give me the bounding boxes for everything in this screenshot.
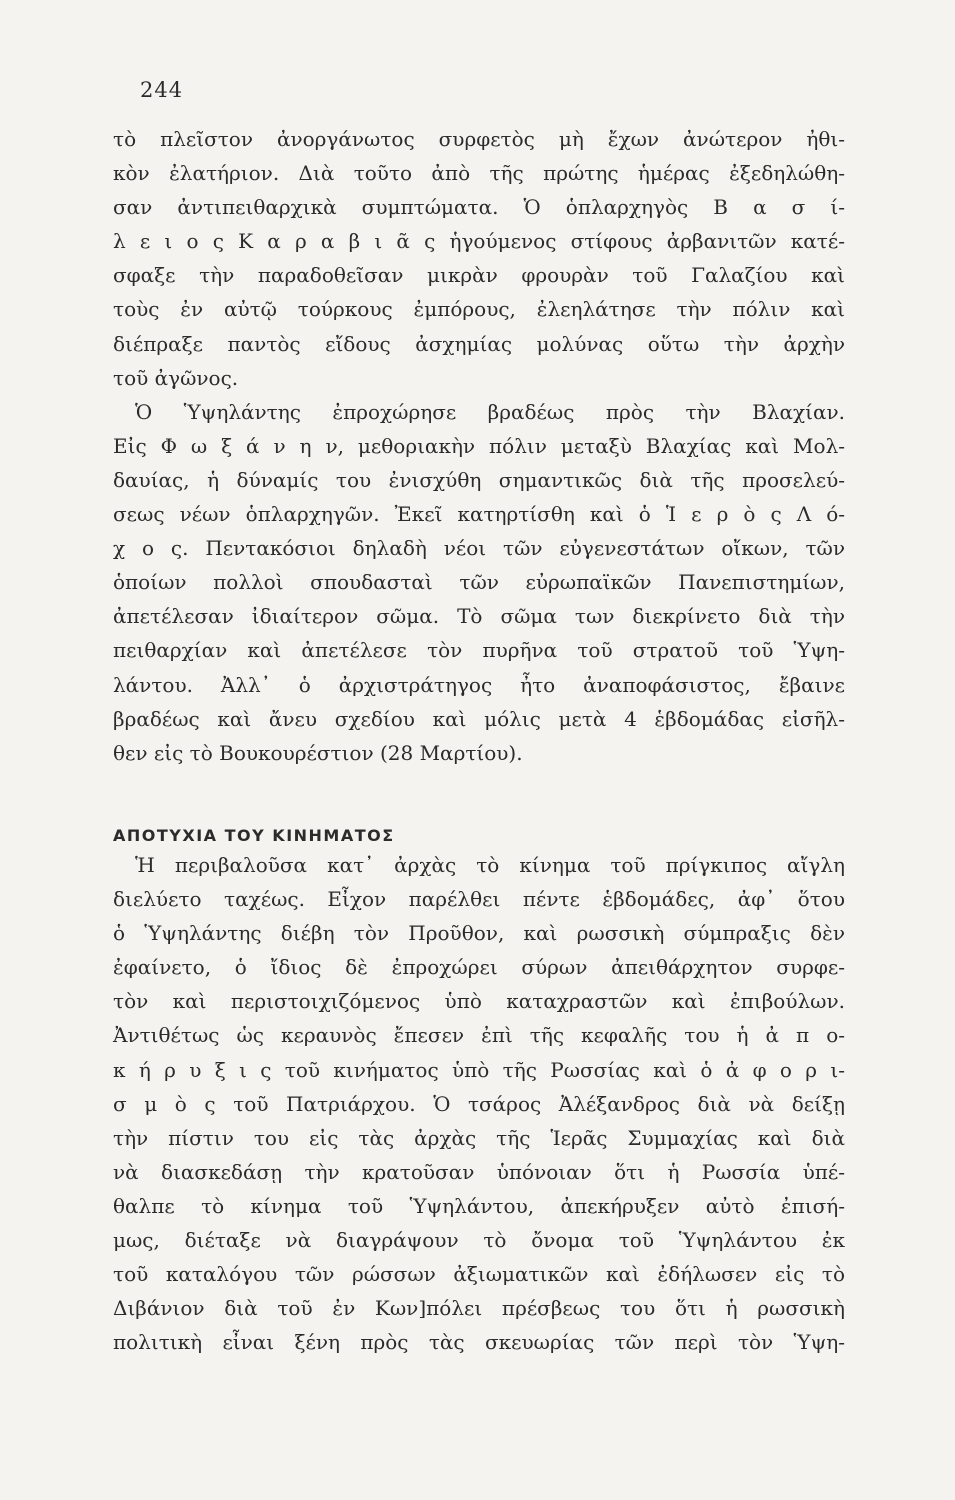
text-line: διελύετο ταχέως. Εἶχον παρέλθει πέντε ἑβδομάδες, ἀφ᾽ ὅτου [113,887,845,912]
text-line: τοῦ καταλόγου τῶν ρώσσων ἀξιωματικῶν καὶ ἐδήλωσεν εἰς τὸ [113,1262,845,1287]
text-line: Εἰς Φ ω ξ ά ν η ν, μεθοριακὴν πόλιν μεταξὺ Βλαχίας καὶ Μολ- [113,433,845,458]
page-number: 244 [140,78,184,102]
text-line: σεως νέων ὁπλαρχηγῶν. Ἐκεῖ κατηρτίσθη καὶ ὁ Ἱ ε ρ ὸ ς Λ ό- [113,502,845,527]
text-line: τὸν καὶ περιστοιχιζόμενος ὑπὸ καταχραστῶν καὶ ἐπιβούλων. [113,989,845,1014]
text-line: τοῦ ἀγῶνος. [113,365,239,390]
text-line: δαυίας, ἡ δύναμίς του ἐνισχύθη σημαντικῶς διὰ τῆς προσελεύ- [113,467,845,492]
paragraph-2 [113,395,845,770]
text-line: τοὺς ἐν αὐτῷ τούρκους ἐμπόρους, ἐλεηλάτησε τὴν πόλιν καὶ [113,297,845,322]
text-line: χ ο ς. Πεντακόσιοι δηλαδὴ νέοι τῶν εὐγενεστάτων οἴκων, τῶν [113,536,845,561]
text-line: θεν εἰς τὸ Βουκουρέστιον (28 Μαρτίου). [113,740,523,765]
text-line: ὁ Ὑψηλάντης διέβη τὸν Προῦθον, καὶ ρωσσικὴ σύμπραξις δὲν [113,921,845,946]
text-line: διέπραξε παντὸς εἴδους ἀσχημίας μολύνας οὕτω τὴν ἀρχὴν [113,331,845,356]
text-line: βραδέως καὶ ἄνευ σχεδίου καὶ μόλις μετὰ 4 ἑβδομάδας εἰσῆλ- [113,706,845,731]
section-2-text [113,848,845,1359]
text-line: θαλπε τὸ κίνημα τοῦ Ὑψηλάντου, ἀπεκήρυξεν αὐτὸ ἐπισή- [113,1193,845,1218]
paragraph-3 [113,848,845,1359]
text-line: λάντου. Ἀλλ᾽ ὁ ἀρχιστράτηγος ἦτο ἀναποφάσιστος, ἔβαινε [113,672,845,697]
section-1-text [113,122,845,770]
text-line: ἐφαίνετο, ὁ ἴδιος δὲ ἐπροχώρει σύρων ἀπειθάρχητον συρφε- [113,955,845,980]
text-line: κὸν ἐλατήριον. Διὰ τοῦτο ἀπὸ τῆς πρώτης ἡμέρας ἐξεδηλώθη- [113,161,845,186]
text-line: μως, διέταξε νὰ διαγράψουν τὸ ὄνομα τοῦ Ὑψηλάντου ἐκ [113,1228,845,1253]
text-line: νὰ διασκεδάσῃ τὴν κρατοῦσαν ὑπόνοιαν ὅτι ἡ Ρωσσία ὑπέ- [113,1159,845,1184]
text-line: Ἡ περιβαλοῦσα κατ᾽ ἀρχὰς τὸ κίνημα τοῦ πρίγκιπος αἴγλη [135,853,845,877]
text-line: πολιτικὴ εἶναι ξένη πρὸς τὰς σκευωρίας τῶν περὶ τὸν Ὑψη- [113,1330,845,1355]
section-heading: ΑΠΟΤΥΧΙΑ ΤΟΥ ΚΙΝΗΜΑΤΟΣ [113,826,395,845]
text-line: τὴν πίστιν του εἰς τὰς ἀρχὰς τῆς Ἱερᾶς Συμμαχίας καὶ διὰ [113,1125,845,1150]
text-line: ὁποίων πολλοὶ σπουδασταὶ τῶν εὐρωπαϊκῶν Πανεπιστημίων, [113,570,845,595]
text-line: σφαξε τὴν παραδοθεῖσαν μικρὰν φρουρὰν τοῦ Γαλαζίου καὶ [113,263,845,288]
text-line: Διβάνιον διὰ τοῦ ἐν Κων]πόλει πρέσβεως του ὅτι ἡ ρωσσικὴ [113,1296,845,1321]
text-line: Ἀντιθέτως ὡς κεραυνὸς ἔπεσεν ἐπὶ τῆς κεφαλῆς του ἡ ἀ π ο- [113,1023,845,1048]
text-line: λ ε ι ο ς Κ α ρ α β ι ᾶ ς ἡγούμενος στίφους ἀρβανιτῶν κατέ- [113,229,845,254]
text-line: κ ή ρ υ ξ ι ς τοῦ κινήματος ὑπὸ τῆς Ρωσσίας καὶ ὁ ἀ φ ο ρ ι- [113,1057,845,1082]
paragraph-1 [113,122,845,395]
text-line: ἀπετέλεσαν ἰδιαίτερον σῶμα. Τὸ σῶμα των διεκρίνετο διὰ τὴν [113,604,845,629]
text-line: Ὁ Ὑψηλάντης ἐπροχώρησε βραδέως πρὸς τὴν Βλαχίαν. [135,399,845,424]
text-line: τὸ πλεῖστον ἀνοργάνωτος συρφετὸς μὴ ἔχων ἀνώτερον ἠθι- [113,127,845,151]
text-line: σαν ἀντιπειθαρχικὰ συμπτώματα. Ὁ ὁπλαρχηγὸς Β α σ ί- [113,195,845,220]
text-line: πειθαρχίαν καὶ ἀπετέλεσε τὸν πυρῆνα τοῦ στρατοῦ τοῦ Ὑψη- [113,638,845,663]
text-line: σ μ ὸ ς τοῦ Πατριάρχου. Ὁ τσάρος Ἀλέξανδρος διὰ νὰ δείξῃ [113,1091,845,1116]
